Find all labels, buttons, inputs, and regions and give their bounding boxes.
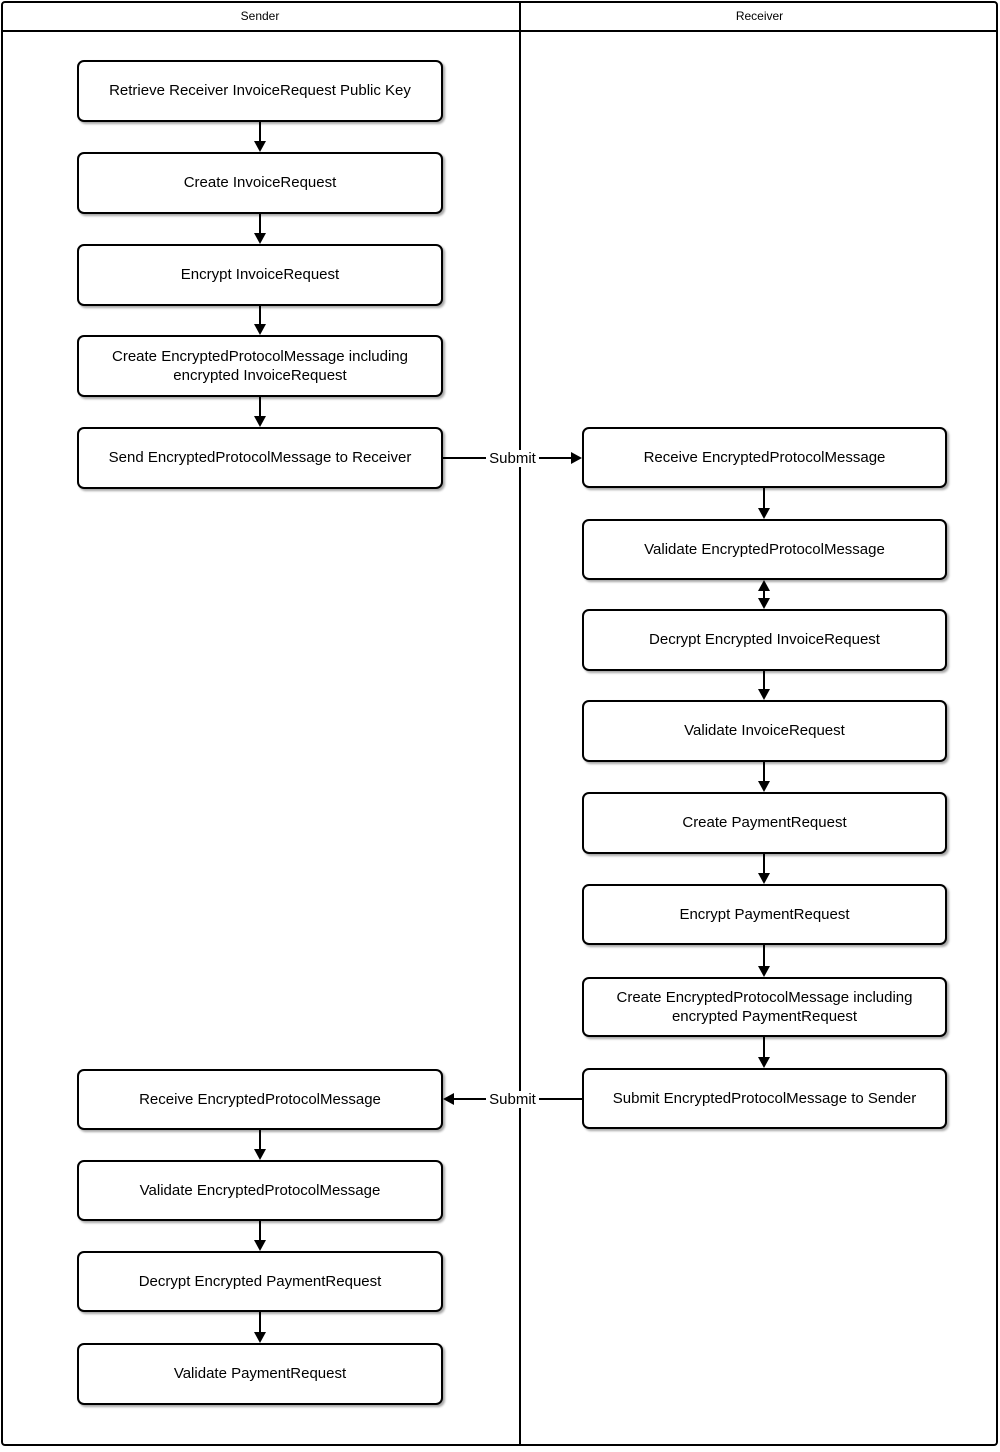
lane-header-separator bbox=[1, 30, 998, 32]
node-encrypt-invoicerequest: Encrypt InvoiceRequest bbox=[77, 244, 443, 306]
arrow-stem bbox=[259, 1312, 261, 1334]
flow-arrow-down bbox=[758, 1037, 770, 1068]
arrow-stem bbox=[259, 1221, 261, 1242]
lane-title-sender: Sender bbox=[240, 8, 280, 23]
node-submit-epm-to-sender: Submit EncryptedProtocolMessage to Sender bbox=[582, 1068, 947, 1129]
connector-label: Submit bbox=[486, 1091, 539, 1108]
node-retrieve-public-key: Retrieve Receiver InvoiceRequest Public Key bbox=[77, 60, 443, 122]
node-decrypt-invoicerequest: Decrypt Encrypted InvoiceRequest bbox=[582, 609, 947, 671]
node-receiver-validate-epm: Validate EncryptedProtocolMessage bbox=[582, 519, 947, 580]
flow-arrow-down bbox=[758, 762, 770, 792]
flow-arrow-down bbox=[758, 671, 770, 700]
node-sender-validate-epm: Validate EncryptedProtocolMessage bbox=[77, 1160, 443, 1221]
flow-arrow-down bbox=[758, 854, 770, 884]
flow-arrow-down bbox=[254, 1130, 266, 1160]
arrow-stem bbox=[763, 945, 765, 968]
arrow-stem bbox=[259, 306, 261, 326]
arrowhead-down-icon bbox=[254, 1332, 266, 1343]
arrowhead-down-icon bbox=[254, 1240, 266, 1251]
node-create-invoicerequest: Create InvoiceRequest bbox=[77, 152, 443, 214]
arrowhead-down-icon bbox=[758, 873, 770, 884]
arrow-stem bbox=[259, 1130, 261, 1151]
arrowhead-up-icon bbox=[758, 580, 770, 591]
node-create-paymentrequest: Create PaymentRequest bbox=[582, 792, 947, 854]
arrowhead-down-icon bbox=[758, 966, 770, 977]
submit-connector-to-sender bbox=[443, 1087, 582, 1111]
flow-arrow-down bbox=[254, 1312, 266, 1343]
node-sender-receive-epm: Receive EncryptedProtocolMessage bbox=[77, 1069, 443, 1130]
node-encrypt-paymentrequest: Encrypt PaymentRequest bbox=[582, 884, 947, 945]
node-receiver-receive-epm: Receive EncryptedProtocolMessage bbox=[582, 427, 947, 488]
lane-divider bbox=[519, 1, 521, 1446]
flow-arrow-double bbox=[758, 580, 770, 609]
arrowhead-down-icon bbox=[758, 689, 770, 700]
arrow-stem bbox=[763, 762, 765, 783]
arrowhead-down-icon bbox=[254, 416, 266, 427]
arrow-stem bbox=[259, 397, 261, 418]
arrowhead-down-icon bbox=[758, 781, 770, 792]
flow-arrow-down bbox=[254, 122, 266, 152]
node-create-epm-paymentrequest: Create EncryptedProtocolMessage including encrypted PaymentRequest bbox=[582, 977, 947, 1037]
arrow-stem bbox=[259, 122, 261, 143]
flow-arrow-down bbox=[254, 214, 266, 244]
node-send-epm-to-receiver: Send EncryptedProtocolMessage to Receiver bbox=[77, 427, 443, 489]
arrow-stem bbox=[763, 671, 765, 691]
arrow-stem bbox=[763, 488, 765, 510]
lane-title-receiver: Receiver bbox=[735, 8, 784, 23]
node-validate-paymentrequest: Validate PaymentRequest bbox=[77, 1343, 443, 1405]
flow-arrow-down bbox=[254, 1221, 266, 1251]
arrowhead-down-icon bbox=[758, 598, 770, 609]
arrowhead-down-icon bbox=[254, 324, 266, 335]
node-decrypt-paymentrequest: Decrypt Encrypted PaymentRequest bbox=[77, 1251, 443, 1312]
arrowhead-down-icon bbox=[758, 1057, 770, 1068]
arrowhead-left-icon bbox=[443, 1093, 454, 1105]
arrow-stem bbox=[763, 1037, 765, 1059]
arrowhead-down-icon bbox=[254, 141, 266, 152]
flow-arrow-down bbox=[758, 945, 770, 977]
arrowhead-down-icon bbox=[254, 1149, 266, 1160]
arrowhead-right-icon bbox=[571, 452, 582, 464]
flow-arrow-down bbox=[758, 488, 770, 519]
submit-connector-to-receiver bbox=[443, 446, 582, 470]
flow-arrow-down bbox=[254, 306, 266, 335]
flow-arrow-down bbox=[254, 397, 266, 427]
arrowhead-down-icon bbox=[758, 508, 770, 519]
node-validate-invoicerequest: Validate InvoiceRequest bbox=[582, 700, 947, 762]
arrow-stem bbox=[763, 854, 765, 875]
arrow-stem bbox=[259, 214, 261, 235]
connector-label: Submit bbox=[486, 450, 539, 467]
node-create-epm-invoicerequest: Create EncryptedProtocolMessage including encrypted InvoiceRequest bbox=[77, 335, 443, 397]
arrowhead-down-icon bbox=[254, 233, 266, 244]
